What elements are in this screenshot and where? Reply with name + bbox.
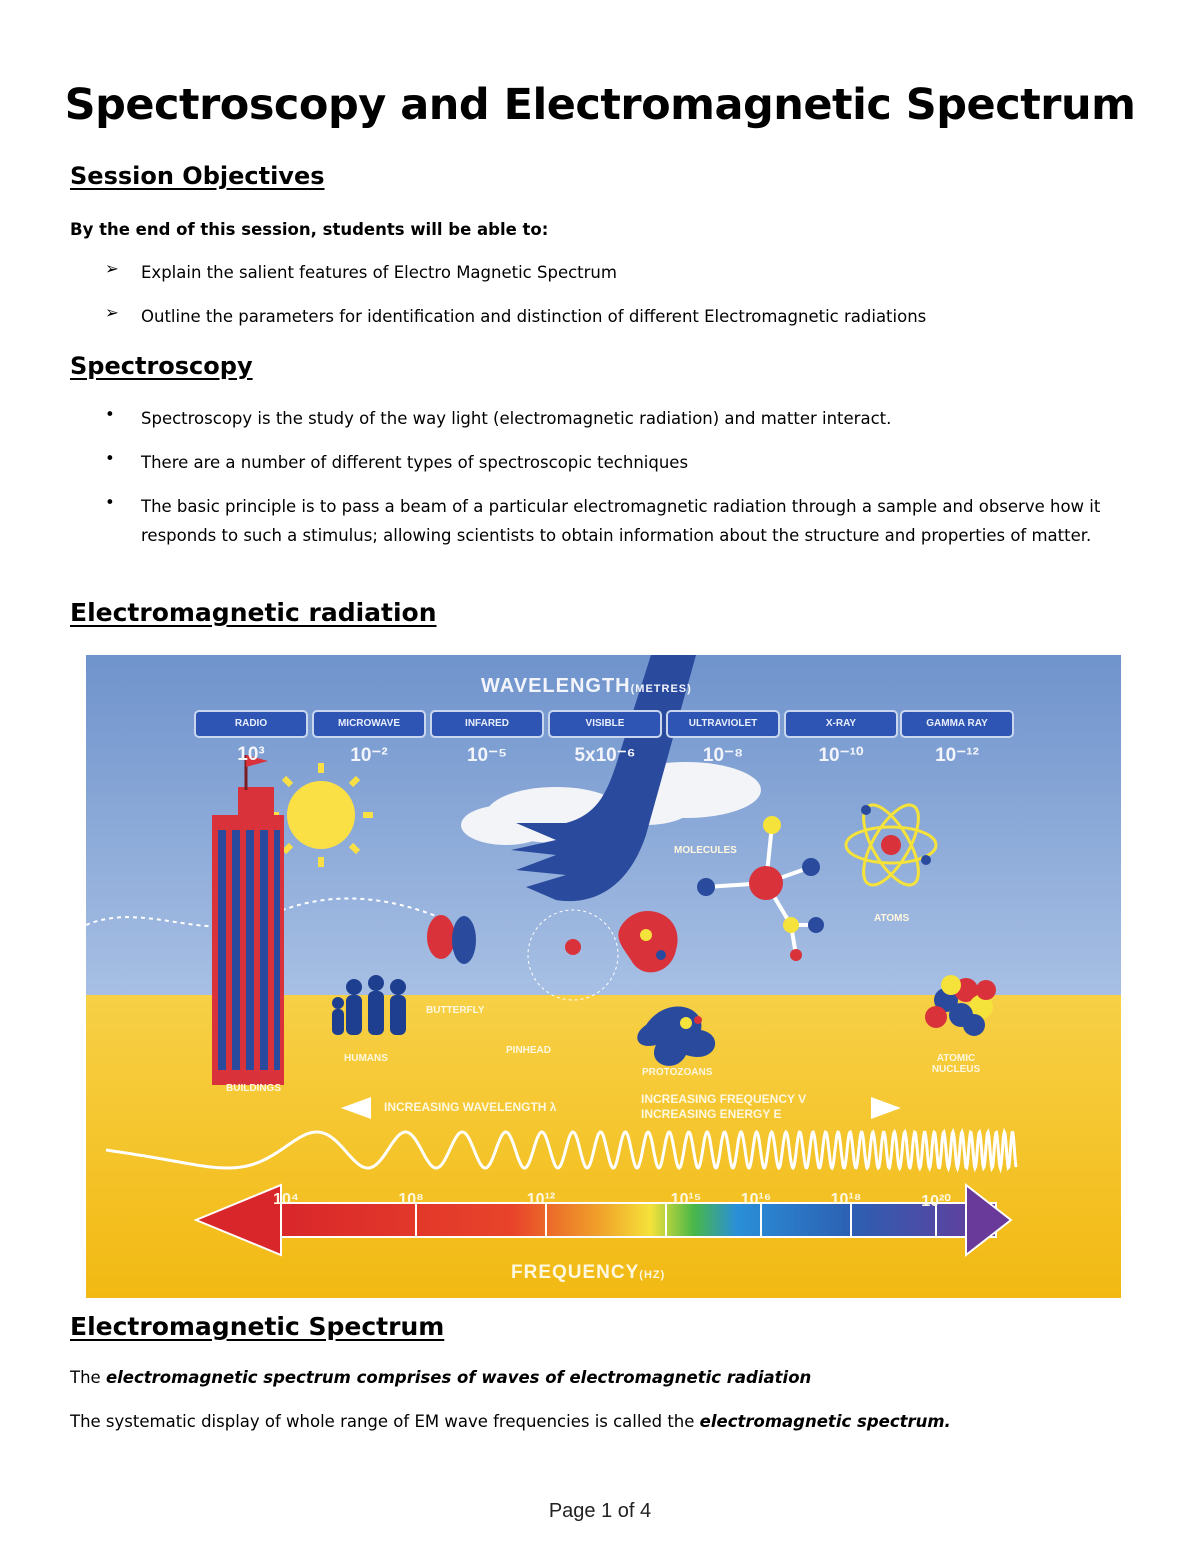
band-label-ultraviolet: ULTRAVIOLET: [666, 710, 780, 738]
band-wavelength-xray: 10⁻¹⁰: [818, 745, 864, 766]
em-line-1-emphasis: electromagnetic spectrum comprises of waves of electromagnetic radiation: [105, 1368, 812, 1387]
bullet-dot-icon: •: [105, 449, 115, 468]
label-buildings: BUILDINGS: [226, 1083, 281, 1094]
increasing-wavelength-label: INCREASING WAVELENGTH λ: [384, 1100, 557, 1114]
wavelength-title: [481, 675, 692, 698]
label-protozoans: PROTOZOANS: [642, 1067, 713, 1078]
freq-tick: 10²⁰: [921, 1193, 951, 1210]
band-wavelength-gamma: 10⁻¹²: [935, 745, 979, 766]
freq-tick: 10¹⁵: [670, 1191, 702, 1208]
frequency-unit: (HZ): [639, 1269, 666, 1281]
page-footer: Page 1 of 4: [548, 1500, 652, 1522]
em-spectrum-line-2: [70, 1407, 951, 1436]
spectroscopy-item: Spectroscopy is the study of the way light (electromagnetic radiation) and matter interact.: [141, 409, 892, 428]
spectroscopy-item: The basic principle is to pass a beam of a particular electromagnetic radiation through a sample and observe how it responds to such a stimulus; allowing scientists to obtain information about the structure and properties of matter.: [141, 497, 1101, 545]
label-atomic-nucleus: ATOMIC NUCLEUS: [931, 1053, 981, 1075]
freq-tick: 10⁸: [398, 1191, 424, 1208]
label-atoms: ATOMS: [874, 913, 910, 924]
increasing-frequency-label: INCREASING FREQUENCY V: [641, 1092, 807, 1106]
wavelength-title-text: WAVELENGTH: [481, 675, 631, 697]
em-spectrum-line-1: [70, 1363, 811, 1392]
bullet-dot-icon: •: [105, 405, 115, 424]
band-label-xray: X-RAY: [784, 710, 898, 738]
arrow-bullet-icon: ➢: [105, 259, 119, 278]
band-label-visible: VISIBLE: [548, 710, 662, 738]
em-spectrum-heading: Electromagnetic Spectrum: [70, 1312, 445, 1341]
band-wavelength-radio: 10³: [237, 744, 265, 765]
label-humans: HUMANS: [344, 1053, 388, 1064]
band-wavelength-ultraviolet: 10⁻⁸: [702, 745, 744, 766]
objective-item: Explain the salient features of Electro Magnetic Spectrum: [141, 263, 617, 282]
em-line-1-prefix: The: [70, 1368, 106, 1387]
em-radiation-heading: Electromagnetic radiation: [70, 598, 437, 627]
em-line-2-prefix: The systematic display of whole range of EM wave frequencies is called the: [70, 1412, 700, 1431]
freq-tick: 10¹²: [526, 1191, 556, 1208]
band-label-microwave: MICROWAVE: [312, 710, 426, 738]
spectroscopy-heading: Spectroscopy: [70, 352, 253, 380]
band-wavelength-infrared: 10⁻⁵: [466, 745, 508, 766]
band-label-infrared: INFARED: [430, 710, 544, 738]
frequency-title: [511, 1262, 665, 1284]
label-molecules: MOLECULES: [674, 845, 737, 856]
label-butterfly: BUTTERFLY: [426, 1005, 485, 1016]
band-label-radio: RADIO: [194, 710, 308, 738]
em-line-2-emphasis: electromagnetic spectrum.: [699, 1412, 951, 1431]
freq-tick: 10¹⁶: [740, 1191, 772, 1208]
freq-tick: 10¹⁸: [830, 1191, 862, 1208]
band-label-gamma: GAMMA RAY: [900, 710, 1014, 738]
page-title: Spectroscopy and Electromagnetic Spectrum: [64, 80, 1136, 130]
wavelength-unit: (METRES): [630, 683, 692, 695]
objective-item: Outline the parameters for identification and distinction of different Electromagnetic radiations: [141, 307, 927, 326]
increasing-energy-label: INCREASING ENERGY E: [641, 1107, 782, 1121]
arrow-bullet-icon: ➢: [105, 303, 119, 322]
freq-tick: 10⁴: [273, 1191, 299, 1208]
label-pinhead: PINHEAD: [506, 1045, 552, 1056]
objectives-heading: Session Objectives: [70, 162, 325, 190]
em-spectrum-infographic: [86, 655, 1121, 1298]
frequency-title-text: FREQUENCY: [511, 1262, 640, 1283]
band-wavelength-microwave: 10⁻²: [350, 745, 388, 766]
objectives-intro: By the end of this session, students will be able to:: [70, 220, 549, 239]
bullet-dot-icon: •: [105, 493, 115, 512]
band-wavelength-visible: 5x10⁻⁶: [574, 745, 636, 766]
spectroscopy-item: There are a number of different types of spectroscopic techniques: [141, 453, 689, 472]
